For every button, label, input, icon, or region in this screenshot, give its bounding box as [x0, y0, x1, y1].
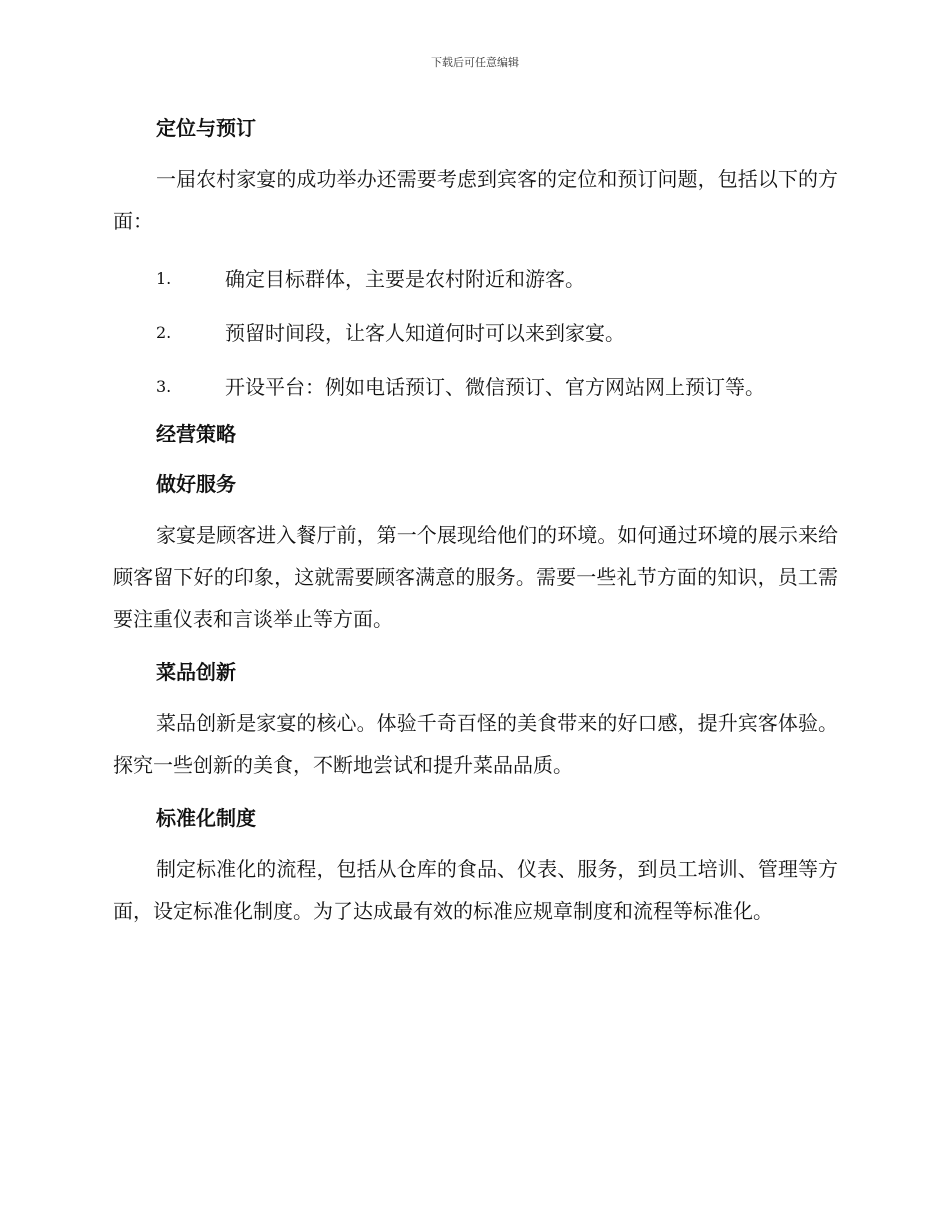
positioning-list — [113, 252, 838, 414]
para-service: 家宴是顾客进入餐厅前，第一个展现给他们的环境。如何通过环境的展示来给顾客留下好的印象，这就需要顾客满意的服务。需要一些礼节方面的知识，员工需要注重仪表和言谈举止等方面。 — [113, 523, 838, 631]
list-number: 1. — [156, 269, 172, 288]
list-item — [113, 306, 838, 360]
list-item — [113, 252, 838, 306]
list-text: 预留时间段，让客人知道何时可以来到家宴。 — [225, 321, 625, 345]
heading-innovation: 菜品创新 — [156, 660, 236, 684]
list-text: 开设平台：例如电话预订、微信预订、官方网站网上预订等。 — [225, 375, 765, 399]
document-content — [113, 108, 838, 932]
list-number: 2. — [156, 323, 172, 342]
list-item — [113, 360, 838, 414]
heading-strategy: 经营策略 — [156, 422, 236, 446]
heading-standard: 标准化制度 — [156, 806, 256, 830]
heading-service: 做好服务 — [156, 472, 236, 496]
header-note: 下载后可任意编辑 — [431, 56, 519, 69]
list-number: 3. — [156, 377, 172, 396]
para-innovation: 菜品创新是家宴的核心。体验千奇百怪的美食带来的好口感，提升宾客体验。探究一些创新的美食，不断地尝试和提升菜品品质。 — [113, 711, 838, 777]
para-positioning-intro: 一届农村家宴的成功举办还需要考虑到宾客的定位和预订问题，包括以下的方面： — [113, 167, 838, 233]
para-standard: 制定标准化的流程，包括从仓库的食品、仪表、服务，到员工培训、管理等方面，设定标准化制度。为了达成最有效的标准应规章制度和流程等标准化。 — [113, 857, 838, 923]
list-text: 确定目标群体，主要是农村附近和游客。 — [225, 267, 585, 291]
heading-positioning: 定位与预订 — [156, 116, 256, 140]
